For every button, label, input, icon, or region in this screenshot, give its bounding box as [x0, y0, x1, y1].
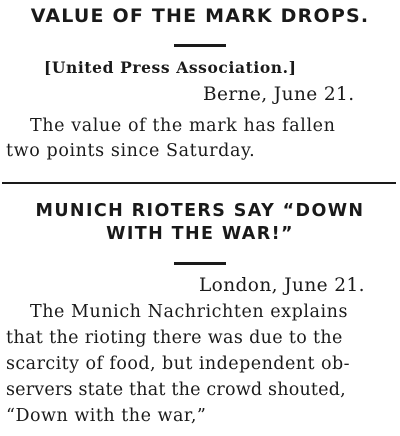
article-1-credit: [United Press Association.]: [44, 58, 297, 77]
article-1-body-line: The value of the mark has fallen: [30, 116, 336, 136]
article-separator-rule: [2, 182, 396, 184]
article-2-dateline: London, June 21.: [199, 275, 365, 296]
article-2-body-line: The Munich Nachrichten explains: [30, 302, 348, 322]
article-2-body-line: servers state that the crowd shouted,: [6, 380, 346, 400]
article-1-body-line: two points since Saturday.: [6, 141, 256, 161]
article-2-body-line: “Down with the war,”: [6, 406, 207, 426]
article-1-dateline: Berne, June 21.: [203, 84, 355, 105]
article-2-headline-line: MUNICH RIOTERS SAY “DOWN: [35, 201, 365, 221]
article-1-headline: VALUE OF THE MARK DROPS.: [30, 5, 370, 27]
headline-1-short-rule: [174, 44, 226, 47]
article-2-body-line: that the rioting there was due to the: [6, 328, 343, 348]
article-2-body-line: scarcity of food, but independent ob-: [6, 354, 350, 374]
headline-2-short-rule: [174, 262, 226, 265]
article-2-headline-line: WITH THE WAR!”: [106, 224, 294, 244]
